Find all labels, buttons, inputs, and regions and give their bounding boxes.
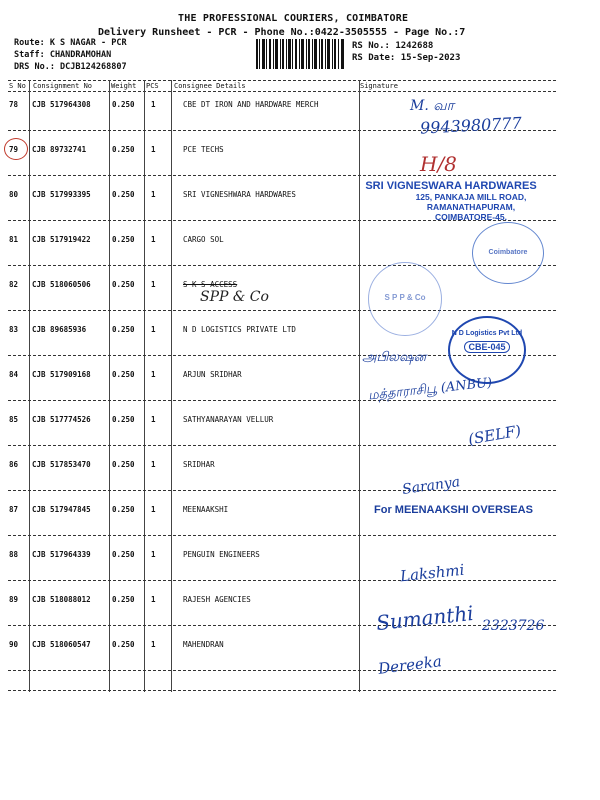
- row-consignee: SRI VIGNESHWARA HARDWARES: [183, 190, 296, 199]
- rs-date: RS Date: 15-Sep-2023: [352, 53, 461, 63]
- row-sno: 90: [9, 640, 19, 649]
- col-header-weight: Weight: [111, 82, 137, 90]
- row-sno: 87: [9, 505, 19, 514]
- signature-83: அபிலஷன: [362, 350, 427, 365]
- row-pcs: 1: [151, 595, 156, 604]
- row-pcs: 1: [151, 145, 156, 154]
- row-weight: 0.250: [112, 235, 135, 244]
- phone-note-78: 9943980777: [419, 113, 523, 138]
- row-consignee: N D LOGISTICS PRIVATE LTD: [183, 325, 296, 334]
- row-weight: 0.250: [112, 190, 135, 199]
- row-pcs: 1: [151, 505, 156, 514]
- row-weight: 0.250: [112, 100, 135, 109]
- row-consignment: CJB 89732741: [32, 145, 87, 154]
- route-label: Route: K S NAGAR - PCR: [14, 38, 127, 48]
- row-sno: 82: [9, 280, 19, 289]
- row-consignment: CJB 517919422: [32, 235, 91, 244]
- row-weight: 0.250: [112, 505, 135, 514]
- row-sno: 89: [9, 595, 19, 604]
- stamp-line: COIMBATORE-45.: [435, 212, 507, 222]
- row-consignee: SATHYANARAYAN VELLUR: [183, 415, 274, 424]
- row-sno: 81: [9, 235, 19, 244]
- staff-label: Staff: CHANDRAMOHAN: [14, 50, 112, 60]
- row-consignee: CBE DT IRON AND HARDWARE MERCH: [183, 100, 319, 109]
- row-pcs: 1: [151, 100, 156, 109]
- row-pcs: 1: [151, 415, 156, 424]
- row-consignee: PENGUIN ENGINEERS: [183, 550, 260, 559]
- row-pcs: 1: [151, 370, 156, 379]
- row-pcs: 1: [151, 550, 156, 559]
- row-weight: 0.250: [112, 370, 135, 379]
- col-header-consignment: Consignment No: [33, 82, 93, 90]
- row-sno: 79: [9, 145, 19, 154]
- row-consignee: S K S ACCESS: [183, 280, 238, 289]
- row-consignee: ARJUN SRIDHAR: [183, 370, 242, 379]
- signature-84: மத்தாராசிபூ (ANBU): [367, 375, 493, 404]
- header-top-divider: [8, 80, 556, 81]
- row-consignment: CJB 518060506: [32, 280, 91, 289]
- row-sno: 83: [9, 325, 19, 334]
- table-row: [0, 131, 600, 175]
- col-header-signature: Signature: [360, 82, 398, 90]
- col-header-sno: S No: [9, 82, 26, 90]
- coimbatore-stamp: [472, 222, 544, 284]
- row-sno: 80: [9, 190, 19, 199]
- page-title: THE PROFESSIONAL COURIERS, COIMBATORE: [178, 13, 409, 24]
- row-divider: [8, 670, 556, 671]
- meenaakshi-stamp: For MEENAAKSHI OVERSEAS: [374, 504, 533, 516]
- row-weight: 0.250: [112, 460, 135, 469]
- row-pcs: 1: [151, 640, 156, 649]
- row-consignee: MEENAAKSHI: [183, 505, 229, 514]
- signature-88: Lakshmi: [399, 560, 466, 586]
- row-sno: 78: [9, 100, 19, 109]
- col-header-consignee: Consignee Details: [174, 82, 246, 90]
- signature-86: Saranya: [401, 474, 462, 498]
- stamp-line: RAMANATHAPURAM,: [426, 202, 516, 212]
- stamp-text: S P P & Co: [384, 293, 426, 302]
- signature-90: Dereeka: [377, 652, 443, 678]
- row-pcs: 1: [151, 460, 156, 469]
- row-sno: 84: [9, 370, 19, 379]
- row-weight: 0.250: [112, 145, 135, 154]
- drs-number: DRS No.: DCJB124268807: [14, 62, 127, 72]
- stamp-line: 125, PANKAJA MILL ROAD,: [415, 192, 527, 202]
- signature-78: M. வா: [410, 98, 454, 114]
- row-weight: 0.250: [112, 550, 135, 559]
- row-consignment: CJB 517964339: [32, 550, 91, 559]
- row-consignment: CJB 517774526: [32, 415, 91, 424]
- row-consignment: CJB 518088012: [32, 595, 91, 604]
- rs-number: RS No.: 1242688: [352, 41, 434, 51]
- nd-logistics-stamp: [448, 316, 526, 384]
- barcode-image: [256, 39, 344, 69]
- signature-89: Sumanthi: [375, 600, 475, 636]
- signature-82: SPP & Co: [200, 289, 269, 305]
- row-consignee: MAHENDRAN: [183, 640, 224, 649]
- row-consignment: CJB 517947845: [32, 505, 91, 514]
- row-pcs: 1: [151, 325, 156, 334]
- stamp-code: CBE-045: [464, 341, 510, 353]
- row-weight: 0.250: [112, 595, 135, 604]
- row-consignment: CJB 517964308: [32, 100, 91, 109]
- row-consignment: CJB 518060547: [32, 640, 91, 649]
- row-consignment: CJB 517909168: [32, 370, 91, 379]
- stamp-title: SRI VIGNESWARA HARDWARES: [365, 180, 537, 192]
- table-row: [0, 536, 600, 580]
- row-pcs: 1: [151, 235, 156, 244]
- row-weight: 0.250: [112, 640, 135, 649]
- row-consignment: CJB 89685936: [32, 325, 87, 334]
- row-weight: 0.250: [112, 280, 135, 289]
- col-header-pcs: PCS: [146, 82, 159, 90]
- row-consignee: CARGO SOL: [183, 235, 224, 244]
- mark-79: H/8: [420, 152, 457, 176]
- row-79-circle-mark: [4, 138, 28, 160]
- row-consignee: SRIDHAR: [183, 460, 215, 469]
- row-sno: 88: [9, 550, 19, 559]
- row-weight: 0.250: [112, 415, 135, 424]
- row-sno: 85: [9, 415, 19, 424]
- row-pcs: 1: [151, 280, 156, 289]
- row-consignment: CJB 517853470: [32, 460, 91, 469]
- row-sno: 86: [9, 460, 19, 469]
- row-divider: [8, 690, 556, 691]
- row-consignee: PCE TECHS: [183, 145, 224, 154]
- stamp-text: Coimbatore: [488, 249, 528, 256]
- row-pcs: 1: [151, 190, 156, 199]
- row-consignee: RAJESH AGENCIES: [183, 595, 251, 604]
- spp-stamp: [368, 262, 442, 336]
- row-consignment: CJB 517993395: [32, 190, 91, 199]
- stamp-text: N D Logistics Pvt Ltd: [451, 330, 523, 337]
- row-weight: 0.250: [112, 325, 135, 334]
- phone-note-89: 2323726: [482, 618, 545, 634]
- table-row: [0, 446, 600, 490]
- signature-85: (SELF): [466, 421, 523, 449]
- runsheet-subtitle: Delivery Runsheet - PCR - Phone No.:0422-3505555 - Page No.:7: [98, 27, 466, 38]
